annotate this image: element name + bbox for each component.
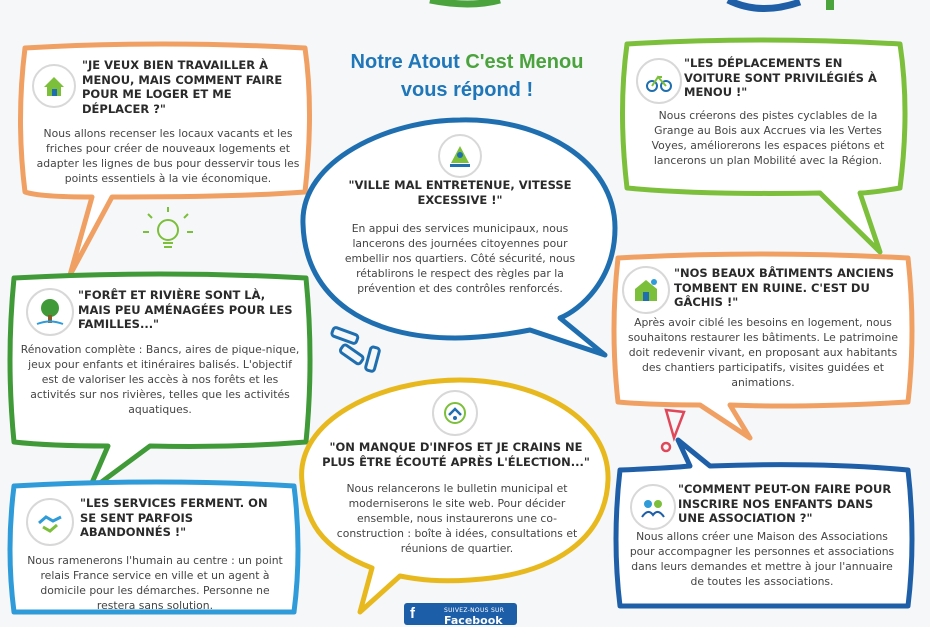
house-icon <box>32 64 76 108</box>
bubble-deplacements-answer: Nous créerons des pistes cyclables de la Grange au Bois aux Accrues via les Vertes Voyes, améliorerons les espaces piétons et lancerons un plan Mobilité avec la Région. <box>651 109 885 167</box>
facebook-icon: f <box>410 605 415 622</box>
bubble-entretien-answer: En appui des services municipaux, nous lancerons des journées citoyennes pour embellir nos quartiers. Côté sécurité, nous rétablirons le respect des règles par la prévention et des contrôles renforcés. <box>344 222 576 295</box>
bubble-batiments-question: "NOS BEAUX BÂTIMENTS ANCIENS TOMBENT EN RUINE. C'EST DU GÂCHIS !" <box>674 266 895 309</box>
emphasis-dashes-icon <box>331 327 380 372</box>
bicycle-icon <box>636 58 682 104</box>
bubble-associations-answer: Nous allons créer une Maison des Associations pour accompagner les personnes et associations dans leurs demandes et mettre à jour l'annuaire de toutes les associations. <box>629 530 895 588</box>
bubble-services-question: "LES SERVICES FERMENT. ON SE SENT PARFOIS ABANDONNÉS !" <box>80 496 268 539</box>
bubble-logement-question: "JE VEUX BIEN TRAVAILLER À MENOU, MAIS COMMENT FAIRE POUR ME LOGER ET ME DÉPLACER ?" <box>82 58 283 116</box>
bubble-infos-answer: Nous relancerons le bulletin municipal et moderniserons le site web. Pour décider ensemble, nous instaurerons une co-construction : boîte à idées, consultations et réunions de quartier. <box>336 482 578 555</box>
tree-icon <box>26 288 74 336</box>
facebook-label: Facebook <box>444 614 503 627</box>
bubble-entretien-question: "VILLE MAL ENTRETENUE, VITESSE EXCESSIVE !" <box>348 178 572 207</box>
bubble-batiments-answer: Après avoir ciblé les besoins en logement, nous souhaitons restaurer les bâtiments. Le patrimoine doit redevenir vivant, en proposant aux habitants des chantiers participatifs, visites guidées et animations. <box>628 316 898 389</box>
header-logo-fragment <box>430 0 500 4</box>
people-icon <box>438 134 482 178</box>
header-logo-fragment <box>728 0 800 9</box>
megaphone-icon <box>432 390 478 436</box>
building-icon <box>622 266 670 314</box>
association-icon <box>630 484 676 530</box>
bubble-foret-question: "FORÊT ET RIVIÈRE SONT LÀ, MAIS PEU AMÉNAGÉES POUR LES FAMILLES..." <box>78 288 293 331</box>
bubble-deplacements-question: "LES DÉPLACEMENTS EN VOITURE SONT PRIVILÉGIÉS À MENOU !" <box>684 56 877 99</box>
bubble-logement-answer: Nous allons recenser les locaux vacants et les friches pour créer de nouveaux logements et adapter les lignes de bus pour desservir tous les points essentiels à la vie économique. <box>36 127 300 185</box>
handshake-icon <box>26 498 74 546</box>
bubble-foret-answer: Rénovation complète : Bancs, aires de pique-nique, jeux pour enfants et itinéraires balisés. L'objectif est de valoriser les accès à nos forêts et les activités sur nos rivières, telles que les activités aquatiques. <box>20 343 300 416</box>
bubble-services-answer: Nous ramenerons l'humain au centre : un point relais France service en ville et un agent à domicile pour les démarches. Personne ne restera sans solution. <box>27 554 283 612</box>
page-title: Notre Atout C'est Menou vous répond ! <box>350 51 584 101</box>
lightbulb-icon <box>143 207 193 247</box>
bubble-infos-question: "ON MANQUE D'INFOS ET JE CRAINS NE PLUS ÊTRE ÉCOUTÉ APRÈS L'ÉLECTION..." <box>322 440 590 469</box>
facebook-small-label: SUIVEZ-NOUS SUR <box>444 607 505 614</box>
facebook-follow-button[interactable] <box>404 603 517 625</box>
bubble-associations-question: "COMMENT PEUT-ON FAIRE POUR INSCRIRE NOS ENFANTS DANS UNE ASSOCIATION ?" <box>678 482 892 525</box>
header-logo-fragment <box>826 0 834 10</box>
